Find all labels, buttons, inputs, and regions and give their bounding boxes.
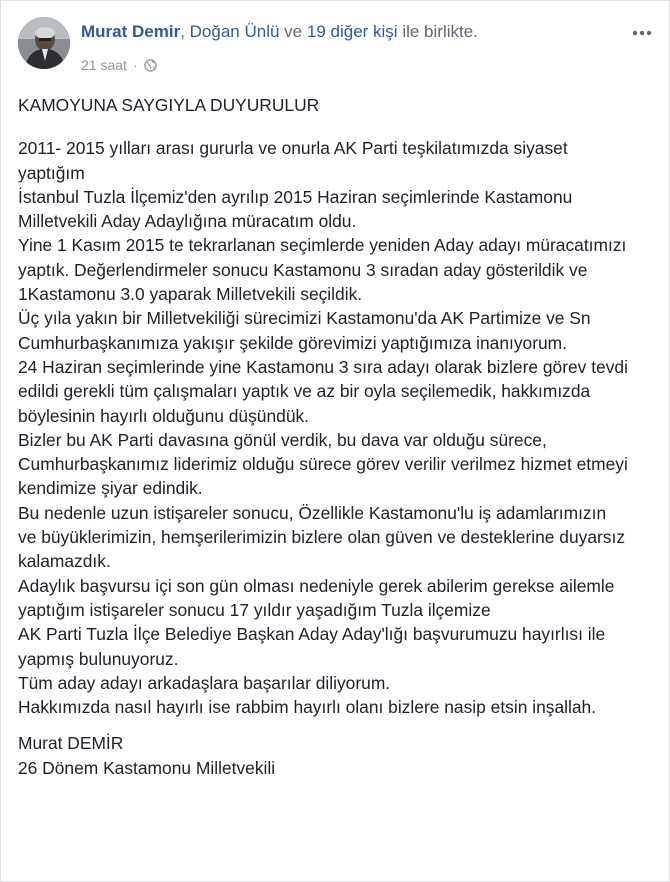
post-line: Üç yıla yakın bir Milletvekiliği sürecimizi Kastamonu'da AK Partimize ve Sn xyxy=(18,308,591,329)
post-line: İstanbul Tuzla İlçemiz'den ayrılıp 2015 Haziran seçimlerinde Kastamonu xyxy=(18,186,573,207)
author-name-link[interactable]: Murat Demir xyxy=(81,22,181,41)
more-options-icon[interactable] xyxy=(627,23,657,43)
globe-icon[interactable] xyxy=(144,59,157,72)
paragraph-gap xyxy=(18,719,666,731)
post-line: yapmış bulunuyoruz. xyxy=(18,648,179,669)
post-line: böylesinin hayırlı olduğunu düşündük. xyxy=(18,405,310,426)
post-line: Tüm aday adayı arkadaşlara başarılar diliyorum. xyxy=(18,672,391,693)
comma: , xyxy=(180,22,185,41)
meta-separator: · xyxy=(132,57,138,73)
post-meta xyxy=(81,57,157,73)
post-line: 2011- 2015 yılları arası gururla ve onurla AK Parti teşkilatımızda siyaset xyxy=(18,138,568,159)
post-line: 1Kastamonu 3.0 yaparak Milletvekili seçildik. xyxy=(18,284,363,305)
post-timestamp[interactable]: 21 saat xyxy=(81,57,127,73)
post-line: yaptığım istişareler sonucu 17 yıldır yaşadığım Tuzla ilçemize xyxy=(18,599,491,620)
post-line: 24 Haziran seçimlerinde yine Kastamonu 3 sıra adayı olarak bizlere görev tevdi xyxy=(18,356,628,377)
signature-title: 26 Dönem Kastamonu Milletvekili xyxy=(18,757,276,778)
avatar[interactable] xyxy=(18,17,70,69)
post-line: edildi gerekli tüm çalışmaları yaptık ve az bir oyla seçilemedik, hakkımızda xyxy=(18,381,591,402)
post-line: kendimize şiyar edindik. xyxy=(18,478,203,499)
signature-name: Murat DEMİR xyxy=(18,733,124,754)
post-line: Bizler bu AK Parti davasına gönül verdik, bu dava var olduğu sürece, xyxy=(18,429,547,450)
tagged-person-link[interactable]: Doğan Ünlü xyxy=(189,22,280,41)
post-line: Adaylık başvursu içi son gün olması nedeniyle gerek abilerim gerekse ailemle xyxy=(18,575,615,596)
author-line xyxy=(81,22,478,42)
post-line: Hakkımızda nasıl hayırlı ise rabbim hayırlı olanı bizlere nasip etsin inşallah. xyxy=(18,697,597,718)
post-header xyxy=(1,1,669,83)
post-line: ve büyüklerimizin, hemşerilerimizin bizlere olan güven ve desteklerine duyarsız xyxy=(18,527,626,548)
with-suffix: ile birlikte. xyxy=(402,22,478,41)
post-line: Cumhurbaşkanımıza yakışır şekilde görevimizi yaptığımıza inanıyorum. xyxy=(18,332,567,353)
post-line: yaptık. Değerlendirmeler sonucu Kastamonu 3 sıradan aday gösterildik ve xyxy=(18,259,588,280)
post-line: Milletvekili Aday Adaylığına müracatım oldu. xyxy=(18,211,357,232)
post-line: Bu nedenle uzun istişareler sonucu, Özellikle Kastamonu'lu iş adamlarımızın xyxy=(18,502,607,523)
post-line: AK Parti Tuzla İlçe Belediye Başkan Aday Aday'lığı başvurumuzu hayırlısı ile xyxy=(18,624,606,645)
post-line: yaptığım xyxy=(18,162,85,183)
avatar-photo xyxy=(18,17,70,69)
post-line: kalamazdık. xyxy=(18,551,111,572)
post-line: Yine 1 Kasım 2015 te tekrarlanan seçimlerde yeniden Aday adayı müracatımızı xyxy=(18,235,627,256)
others-link[interactable]: 19 diğer kişi xyxy=(306,22,398,41)
post-line: Cumhurbaşkanımız liderimiz olduğu sürece görev verilir verilmez hizmet etmeyi xyxy=(18,454,628,475)
and-word: ve xyxy=(284,22,303,41)
post-text xyxy=(18,93,666,780)
post-headline: KAMOYUNA SAYGIYLA DUYURULUR xyxy=(18,95,320,115)
